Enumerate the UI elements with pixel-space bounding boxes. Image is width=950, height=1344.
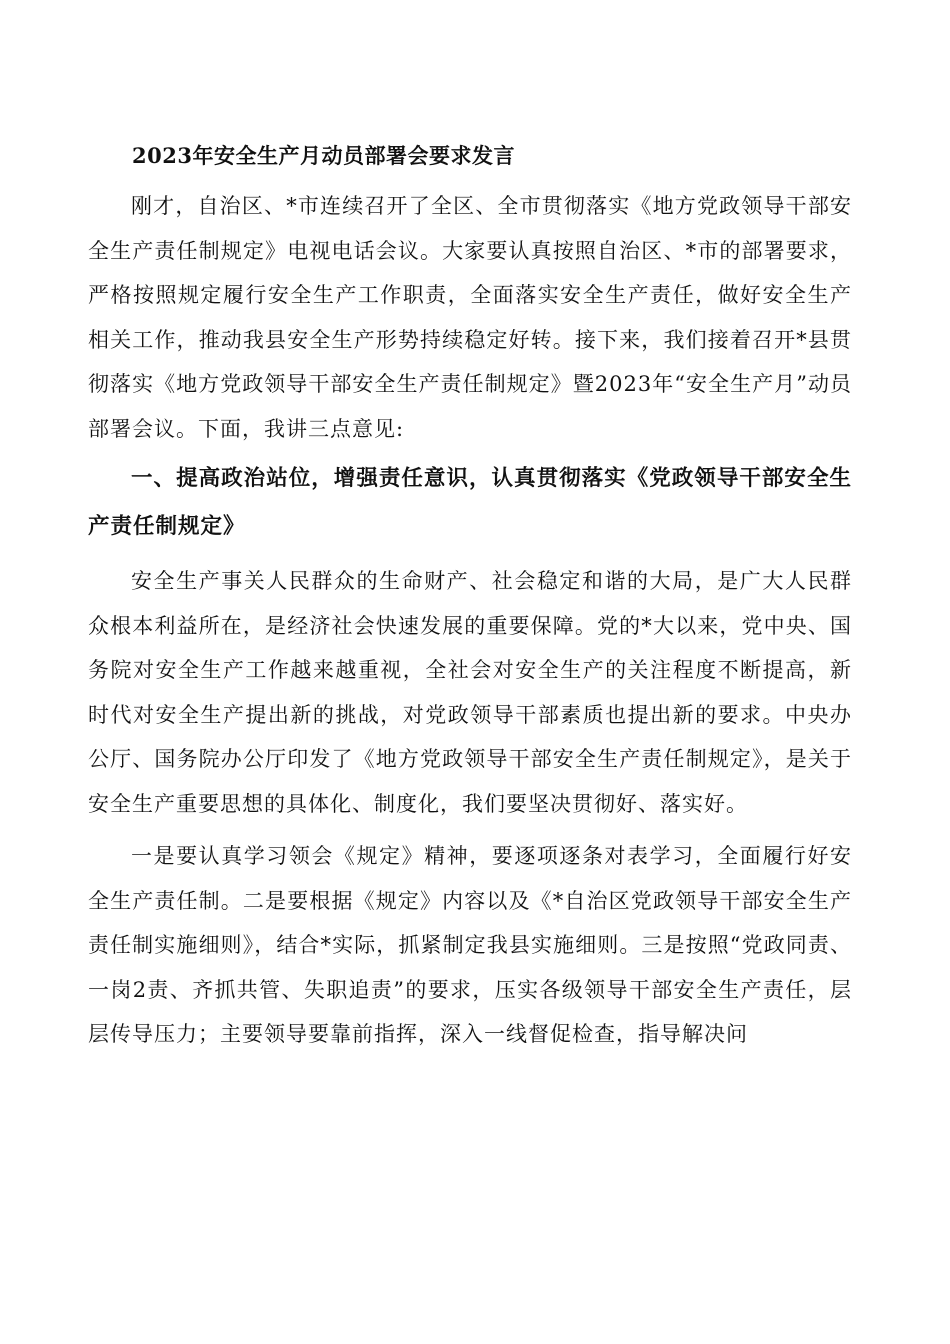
document-body [88, 132, 852, 1057]
paragraph-requirements: 一是要认真学习领会《规定》精神，要逐项逐条对表学习，全面履行好安全生产责任制。二是要根据《规定》内容以及《*自治区党政领导干部安全生产责任制实施细则》，结合*实际，抓紧制定我县实施细则。三是按照“党政同责、一岗2责、齐抓共管、失职追责”的要求，压实各级领导干部安全生产责任，层层传导压力；主要领导要靠前指挥，深入一线督促检查，指导解决问 [88, 844, 852, 1046]
paragraph-intro: 刚才，自治区、*市连续召开了全区、全市贯彻落实《地方党政领导干部安全生产责任制规定》电视电话会议。大家要认真按照自治区、*市的部署要求，严格按照规定履行安全生产工作职责，全面落实安全生产责任，做好安全生产相关工作，推动我县安全生产形势持续稳定好转。接下来，我们接着召开*县贯彻落实《地方党政领导干部安全生产责任制规定》暨2023年“安全生产月”动员部署会议。下面，我讲三点意见: [88, 194, 852, 441]
paragraph-safety-importance: 安全生产事关人民群众的生命财产、社会稳定和谐的大局，是广大人民群众根本利益所在，是经济社会快速发展的重要保障。党的*大以来，党中央、国务院对安全生产工作越来越重视，全社会对安全生产的关注程度不断提高，新时代对安全生产提出新的挑战，对党政领导干部素质也提出新的要求。中央办公厅、国务院办公厅印发了《地方党政领导干部安全生产责任制规定》，是关于安全生产重要思想的具体化、制度化，我们要坚决贯彻好、落实好。 [88, 569, 852, 816]
section-heading-1: 一、提高政治站位，增强责任意识，认真贯彻落实《党政领导干部安全生产责任制规定》 [88, 466, 852, 539]
document-title: 2023年安全生产月动员部署会要求发言 [132, 143, 515, 168]
